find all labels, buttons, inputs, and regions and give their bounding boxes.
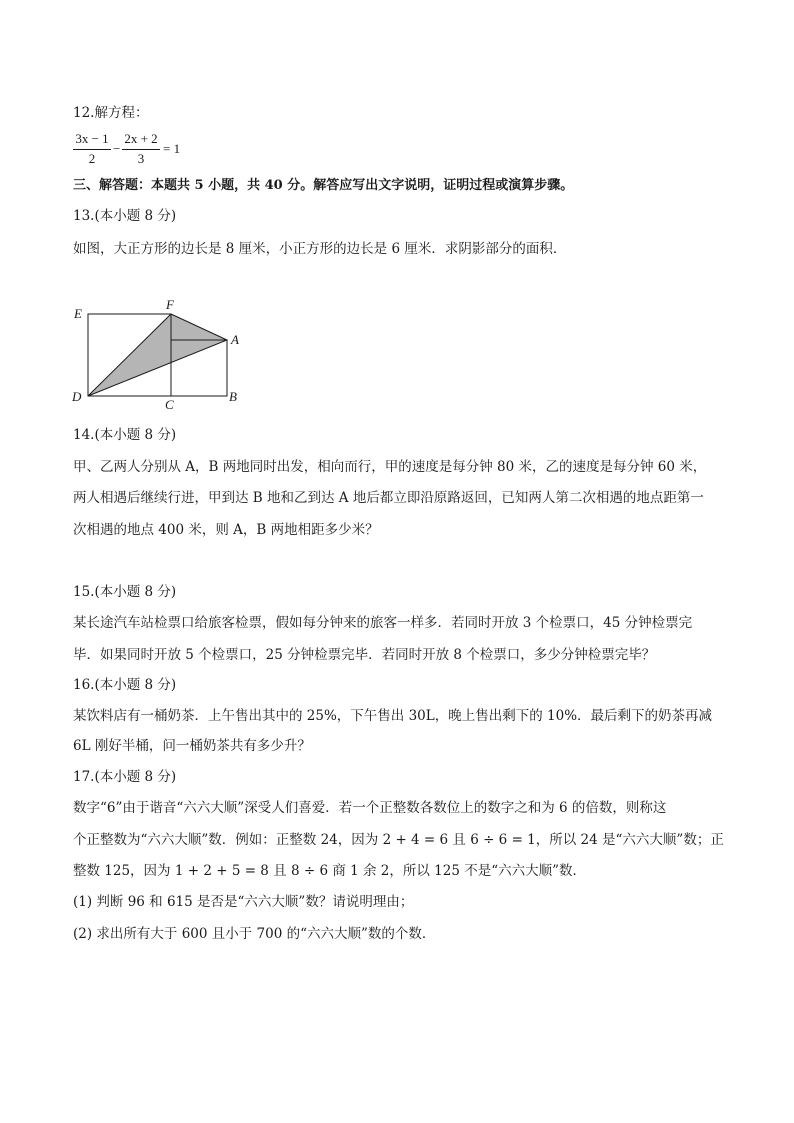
fraction-1-bar [73,149,111,150]
q16-heading: 16.(本小题 8 分) [73,677,177,693]
q16-line-1: 某饮料店有一桶奶茶．上午售出其中的 25%，下午售出 30L，晚上售出剩下的 10%．最后剩下的奶茶再减 [73,708,713,724]
q13-heading: 13.(本小题 8 分) [73,208,177,224]
label-d: D [72,389,82,404]
q14-heading: 14.(本小题 8 分) [73,427,177,443]
q12-title: 12.解方程： [73,105,149,121]
square-figure [66,296,246,416]
q16-line-2: 6L 刚好半桶，问一桶奶茶共有多少升？ [73,738,311,754]
q17-part-1: (1) 判断 96 和 615 是否是“六六大顺”数？请说明理由； [73,894,414,910]
q15-heading: 15.(本小题 8 分) [73,584,177,600]
equation-rhs: = 1 [163,141,181,156]
q14-line-3: 次相遇的地点 400 米，则 A，B 两地相距多少米？ [73,522,379,538]
q15-line-1: 某长途汽车站检票口给旅客检票，假如每分钟来的旅客一样多．若同时开放 3 个检票口，45 分钟检票完 [73,615,693,631]
label-b: B [229,389,237,404]
fraction-2-denominator: 3 [137,151,145,166]
label-e: E [74,306,82,321]
q17-heading: 17.(本小题 8 分) [73,769,177,785]
q17-line-2: 个正整数为“六六大顺”数．例如：正整数 24，因为 2 + 4 = 6 且 6 ÷ 6 = 1，所以 24 是“六六大顺”数；正 [73,832,724,848]
shaded-region [88,314,227,396]
fraction-2-bar [122,149,160,150]
section-3-heading: 三、解答题：本题共 5 小题，共 40 分。解答应写出文字说明，证明过程或演算步骤。 [73,178,574,193]
q14-line-2: 两人相遇后继续行进，甲到达 B 地和乙到达 A 地后都立即沿原路返回，已知两人第二次相遇的地点距第一 [73,490,704,506]
label-c: C [165,397,174,412]
label-f: F [166,297,174,312]
q15-line-2: 毕．如果同时开放 5 个检票口，25 分钟检票完毕．若同时开放 8 个检票口，多少分钟检票完毕？ [73,647,656,663]
fraction-1-numerator: 3x − 1 [75,131,109,146]
q13-text: 如图，大正方形的边长是 8 厘米，小正方形的边长是 6 厘米．求阴影部分的面积． [73,241,567,257]
fraction-1-denominator: 2 [88,151,96,166]
fraction-2-numerator: 2x + 2 [124,131,158,146]
q17-part-2: (2) 求出所有大于 600 且小于 700 的“六六大顺”数的个数． [73,926,436,942]
q17-line-1: 数字“6”由于谐音“六六大顺”深受人们喜爱．若一个正整数各数位上的数字之和为 6 的倍数，则称这 [73,800,667,816]
q14-line-1: 甲、乙两人分别从 A，B 两地同时出发，相向而行，甲的速度是每分钟 80 米，乙的速度是每分钟 60 米， [73,459,707,475]
q17-line-3: 整数 125，因为 1 + 2 + 5 = 8 且 8 ÷ 6 商 1 余 2，所以 125 不是“六六大顺”数． [73,863,587,879]
label-a: A [231,332,239,347]
minus-sign: − [113,141,121,156]
